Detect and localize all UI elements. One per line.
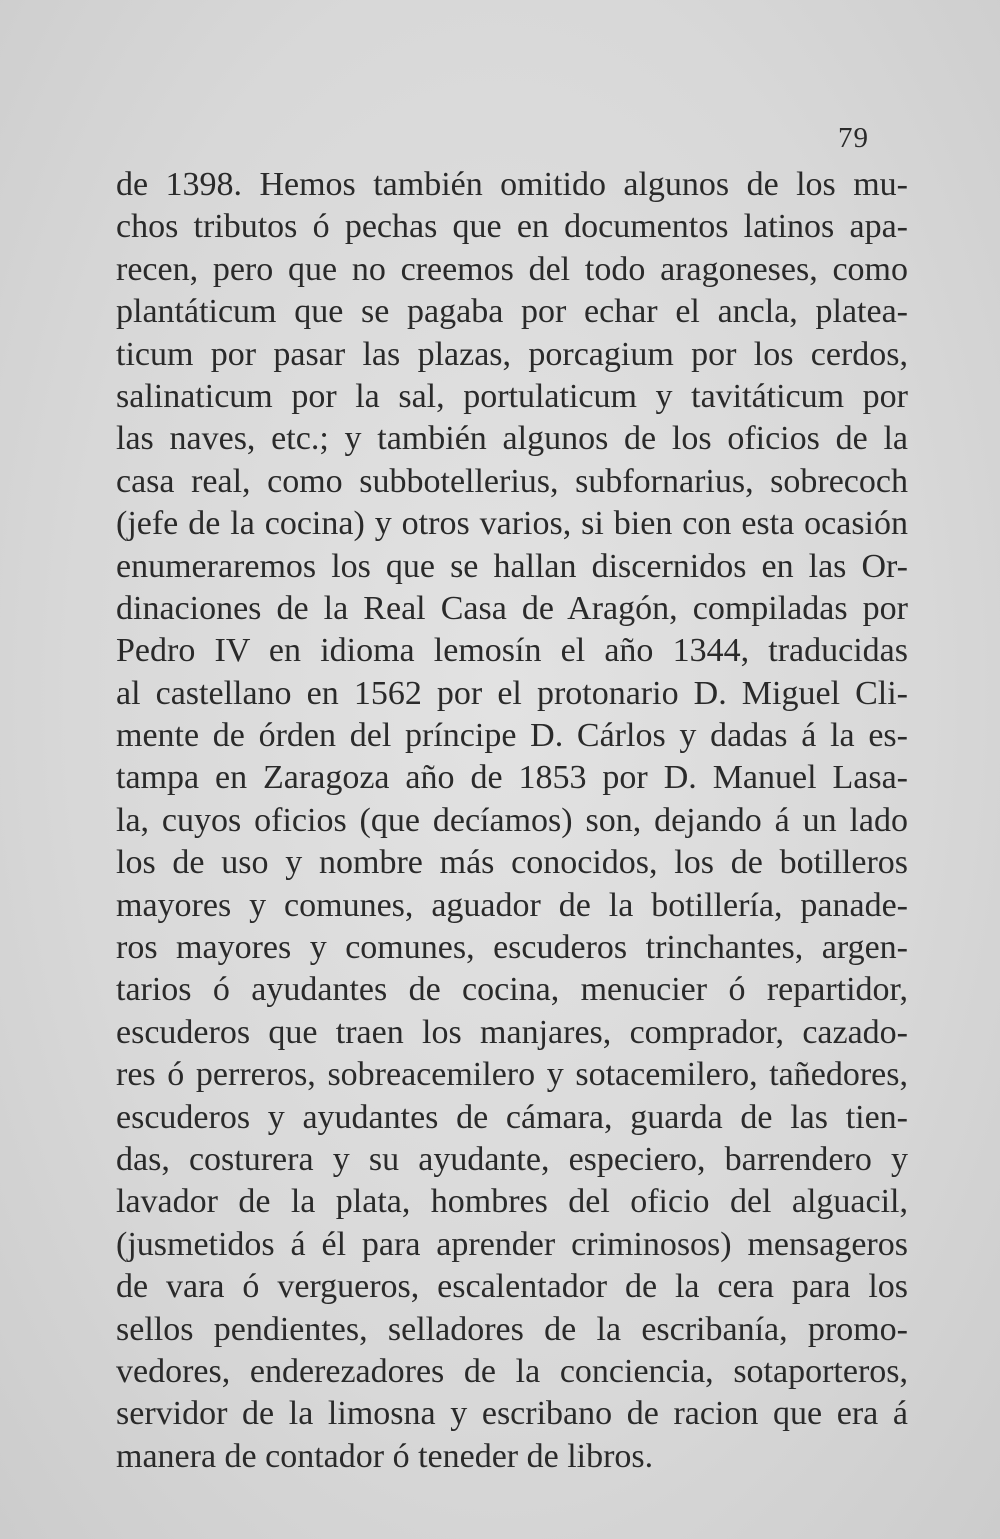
text-line: enumeraremos los que se hallan discernidos en las Or- — [116, 547, 908, 585]
text-line: lavador de la plata, hombres del oficio del alguacil, — [116, 1183, 908, 1221]
text-line: servidor de la limosna y escribano de racion que era á — [116, 1395, 908, 1433]
text-line: de vara ó vergueros, escalentador de la cera para los — [116, 1268, 908, 1306]
text-line: Pedro IV en idioma lemosín el año 1344, traducidas — [116, 632, 908, 670]
text-line: manera de contador ó teneder de libros. — [116, 1437, 654, 1475]
text-line: plantáticum que se pagaba por echar el ancla, platea- — [116, 293, 908, 331]
text-line: sellos pendientes, selladores de la escribanía, promo- — [116, 1310, 908, 1348]
text-line: casa real, como subbotellerius, subfornarius, sobrecoch — [116, 462, 908, 500]
text-line: dinaciones de la Real Casa de Aragón, compiladas por — [116, 589, 908, 627]
text-line: tampa en Zaragoza año de 1853 por D. Manuel Lasa- — [116, 759, 908, 797]
text-line: tarios ó ayudantes de cocina, menucier ó repartidor, — [116, 971, 908, 1009]
text-line: (jusmetidos á él para aprender criminosos) mensageros — [116, 1225, 908, 1263]
text-line: los de uso y nombre más conocidos, los de botilleros — [116, 844, 908, 882]
text-line: salinaticum por la sal, portulaticum y tavitáticum por — [116, 377, 908, 415]
text-line: escuderos y ayudantes de cámara, guarda de las tien- — [116, 1098, 908, 1136]
text-line: chos tributos ó pechas que en documentos latinos apa- — [116, 208, 908, 246]
text-line: recen, pero que no creemos del todo aragoneses, como — [116, 250, 908, 288]
body-text — [116, 164, 908, 1478]
text-line: ticum por pasar las plazas, porcagium por los cerdos, — [116, 335, 908, 373]
text-line: mayores y comunes, aguador de la botillería, panade- — [116, 886, 908, 924]
text-line: la, cuyos oficios (que decíamos) son, dejando á un lado — [116, 801, 908, 839]
text-line: de 1398. Hemos también omitido algunos de los mu- — [116, 166, 908, 203]
text-line: al castellano en 1562 por el protonario D. Miguel Cli- — [116, 674, 908, 712]
text-line: escuderos que traen los manjares, comprador, cazado- — [116, 1013, 908, 1051]
text-line: mente de órden del príncipe D. Cárlos y dadas á la es- — [116, 717, 908, 755]
page-number: 79 — [838, 122, 869, 154]
text-line: (jefe de la cocina) y otros varios, si bien con esta ocasión — [116, 505, 908, 543]
text-line: las naves, etc.; y también algunos de los oficios de la — [116, 420, 908, 458]
text-line: vedores, enderezadores de la conciencia, sotaporteros, — [116, 1352, 908, 1390]
text-line: ros mayores y comunes, escuderos trinchantes, argen- — [116, 929, 908, 967]
text-line: das, costurera y su ayudante, especiero, barrendero y — [116, 1140, 908, 1178]
text-line: res ó perreros, sobreacemilero y sotacemilero, tañedores, — [116, 1056, 908, 1094]
